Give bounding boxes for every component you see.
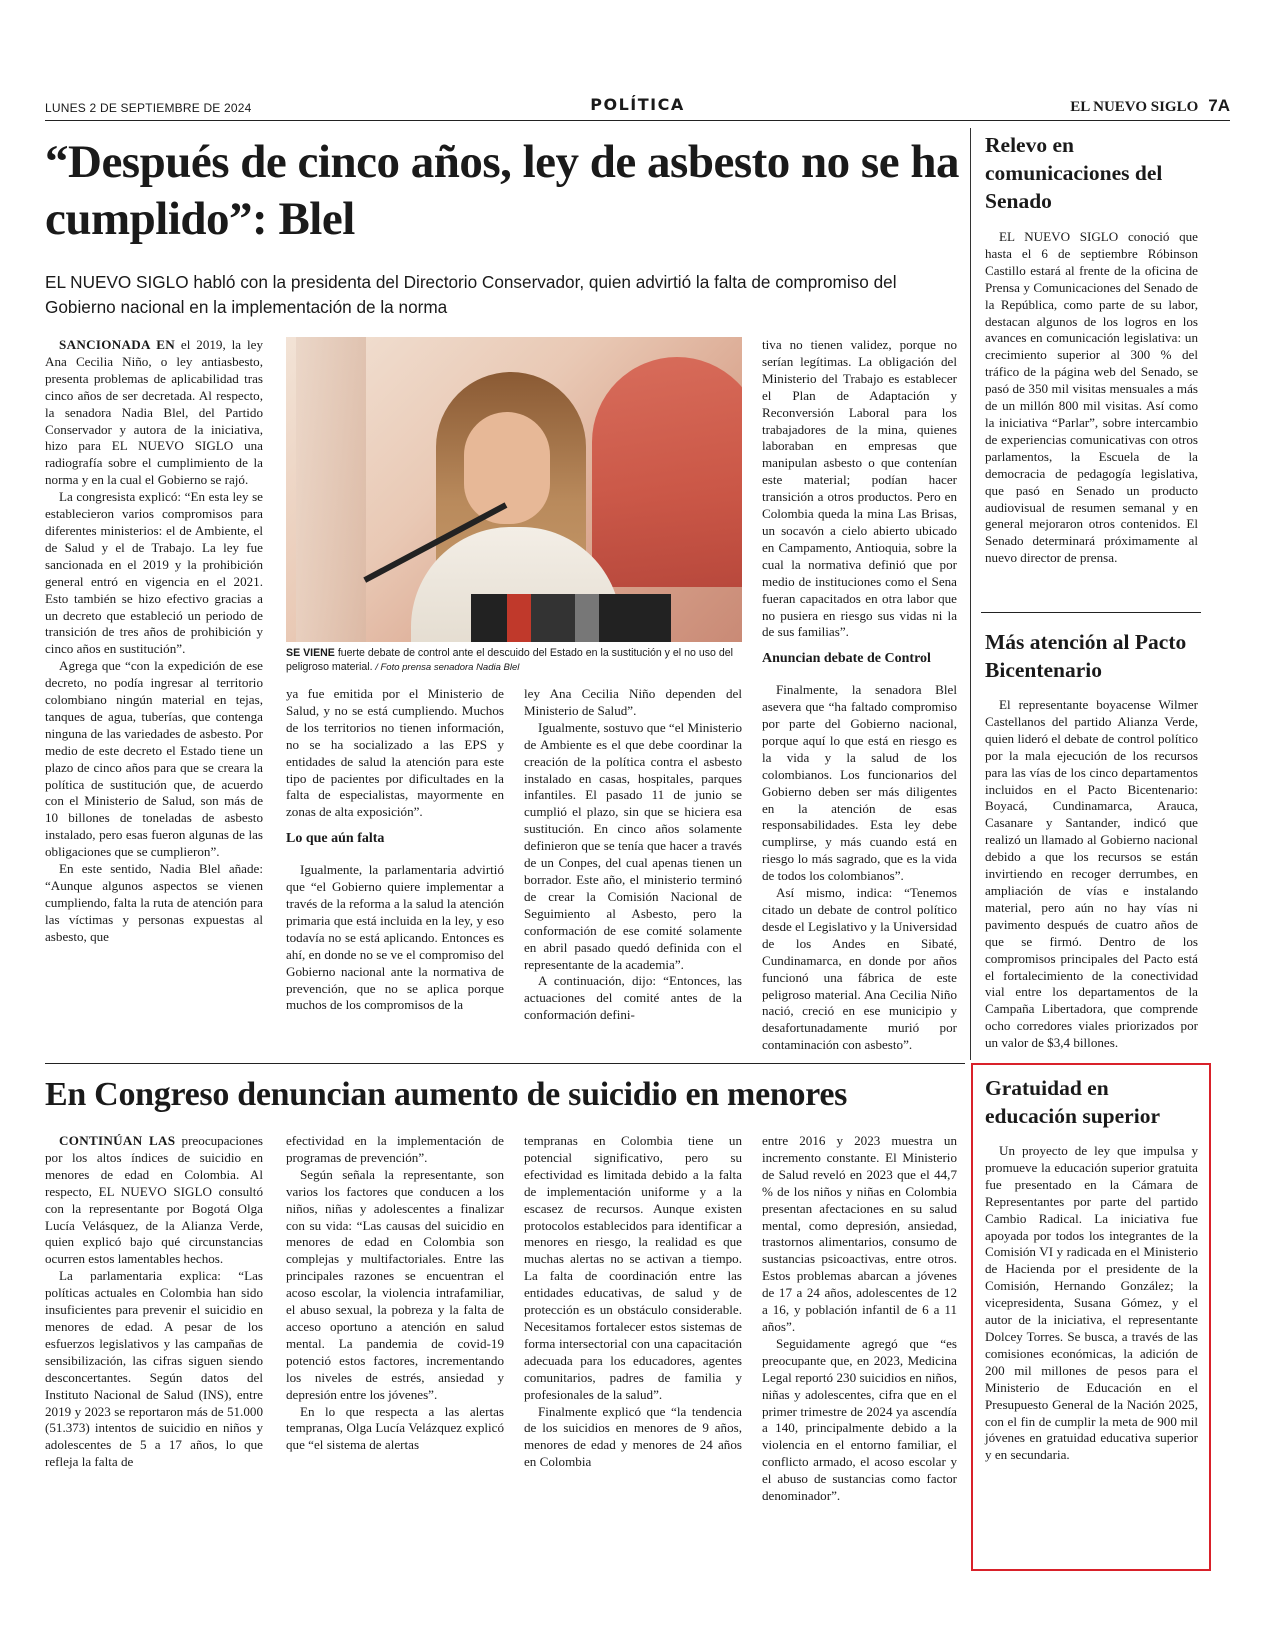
lead-caps: CONTINÚAN LAS: [59, 1133, 176, 1148]
paragraph: La congresista explicó: “En esta ley se establecieron varios compromisos para diferentes ministerios: el de Ambiente, el de Salud y el de Trabajo. La ley fue sancionada en el 2019 y la prohibición general entró en vigencia en el 2021. Esto también se hizo efectivo gracias a un decreto que estableció un periodo de transición de tres años de prohibición y cinco años en sustitución”.: [45, 489, 263, 657]
main-col-4: [762, 337, 957, 1054]
paragraph: Así mismo, indica: “Tenemos citado un debate de control político desde el Legislativo y la Universidad de los Andes en Sibaté, Cundinamarca, en donde por años funcionó una fábrica de este peligroso material. Ana Cecilia Niño nació, creció en ese municipio y desafortunadamente murió por contaminación con asbesto”.: [762, 885, 957, 1053]
issue-date: LUNES 2 DE SEPTIEMBRE DE 2024: [45, 101, 252, 115]
second-col-2: [286, 1133, 504, 1454]
sidebar-text-gratuidad: Un proyecto de ley que impulsa y promueve la educación superior gratuita fue presentado en la Cámara de Representantes por parte del partido Cambio Radical. La iniciativa fue apoyada por todos los integrantes de la Comisión VI y radicada en el Ministerio de Hacienda por el presidente de la Comisión, Hernando González; la vicepresidenta, Susana Gómez, y el autor de la iniciativa, el representante Dolcey Torres. Se busca, a través de las comisiones económicas, la adición de 200 mil millones de pesos para el Ministerio de Educación en el Presupuesto General de la Nación 2025, con el fin de cumplir la meta de 900 mil jóvenes en gratuidad educativa superior y en secundaria.: [985, 1143, 1198, 1463]
paragraph: tiva no tienen validez, porque no serían legítimas. La obligación del Ministerio del Trabajo es establecer el Plan de Adaptación y Reconversión Laboral para los trabajadores de la mina, quienes laboraban en empresas que manipulan asbesto o que contenían este material; podían hacer transición a otros productos. Pero en Colombia queda la mina Las Brisas, un socavón a cielo abierto ubicado en Campamento, Antioquia, sobre la cual la normativa definió que por medio de instituciones como el Sena fueran capacitados en otra labor que no pusiera en riesgo sus vidas ni la de sus familias”.: [762, 337, 957, 640]
second-lead-paragraph: CONTINÚAN LAS preocupaciones por los altos índices de suicidio en menores de edad en Colombia. Al respecto, EL NUEVO SIGLO consultó con la representante por Bogotá Olga Lucía Velásquez, de la Alianza Verde, quien explicó bajo qué circunstancias ocurren estos lamentables hechos.: [45, 1133, 263, 1267]
caption-text: fuerte debate de control ante el descuido del Estado en la sustitución y el no uso del peligroso material.: [286, 647, 733, 673]
sidebar-title-relevo: Relevo en comunicaciones del Senado: [985, 133, 1163, 213]
paper-name: EL NUEVO SIGLO: [1070, 99, 1199, 115]
paragraph: tempranas en Colombia tiene un potencial significativo, pero su efectividad es limitada debido a la falta de implementación uniforme y a la escasez de recursos. Aunque existen protocolos establecidos para identificar a menores en riesgo, la realidad es que muchas alertas no se activan a tiempo. La falta de coordinación entre las entidades educativas, de salud y de protección es un obstáculo considerable. Necesitamos fortalecer estos sistemas de forma intersectorial con una capacitación adecuada para los educadores, agentes comunitarios, padres de familia y profesionales de la salud”.: [524, 1133, 742, 1402]
article-photo: [286, 337, 742, 642]
subhead-debate-control: Anuncian debate de Control: [762, 651, 931, 667]
second-col-3: [524, 1133, 742, 1471]
paragraph: Igualmente, sostuvo que “el Ministerio de Ambiente es el que debe coordinar la creación de la política contra el asbesto instalado en casas, hospitales, parques infantiles. El pasado 11 de junio se cumplió el plazo, sin que se hiciera esa sustitución. En cinco años solamente definieron que se tenía que hacer a través de un Conpes, del cual apenas tienen un borrador. Este año, el ministerio terminó de crear la Comisión Nacional de Seguimiento al Asbesto, pero la conformación de ese comité solamente en abril pasado quedó definida con el representante de la academia”.: [524, 719, 743, 972]
paragraph: En lo que respecta a las alertas tempranas, Olga Lucía Velázquez explicó que “el sistema de alertas: [286, 1403, 504, 1453]
section-name: POLÍTICA: [590, 95, 685, 114]
paragraph: A continuación, dijo: “Entonces, las actuaciones del comité antes de la conformación defini-: [524, 973, 742, 1023]
sidebar-text-relevo: EL NUEVO SIGLO conoció que hasta el 6 de septiembre Róbinson Castillo estará al frente de la oficina de Prensa y Comunicaciones del Senado de la República, como parte de su labor, destacan algunos de los logros en los avances en comunicación legislativa: un crecimiento superior al 300 % del tráfico de la página web del Senado, se pasó de 350 mil visitas mensuales a más de un millón 800 mil visitas. Así como la iniciativa “Parlar”, sobre intercambio de experiencias comunicativas con otros parlamentos, la Escuela de la democracia de pedagogía legislativa, que pasó en Senado un producto audiovisual de resumen semanal y en general mejoraron otros contenidos. El Senado determinará próximamente al nuevo director de prensa.: [985, 229, 1198, 566]
paragraph: Agrega que “con la expedición de ese decreto, no podía ingresar al territorio colombiano ningún material en tejas, tanques de agua, tuberías, que contenga ninguna de las variedades de asbesto. Por medio de este decreto el Estado tiene un plazo de cinco años para que se creara la política de sustitución que, de acuerdo con el Ministerio de Salud, son más de 10 billones de toneladas de asbesto instalado, pero esas fueron algunas de las obligaciones que se cumplieron”.: [45, 658, 263, 860]
sidebar-text-pacto: El representante boyacense Wilmer Castellanos del partido Alianza Verde, quien lideró el debate de control político por la mala ejecución de los recursos para las vías de los cinco departamentos incluidos en el Pacto Bicentenario: Boyacá, Cundinamarca, Arauca, Casanare y Santander, indicó que realizó un llamado al Gobierno nacional debido a que los recursos se están invirtiendo en recoger derrumbes, en ampliación de vías e instalando material, pero aún no hay vías ni pavimento después de cuatro años de que se firmó. Dentro de los compromisos principales del Pacto está el fortalecimiento de la conectividad vial entre los departamentos de la Campaña Libertadora, que comprende ocho corredores viales priorizados por un valor de $3,4 billones.: [985, 697, 1198, 1051]
second-col-1: [45, 1133, 263, 1471]
photo-credit: / Foto prensa senadora Nadia Blel: [372, 662, 520, 673]
caption-label: SE VIENE: [286, 647, 335, 659]
lead-caps: SANCIONADA EN: [59, 337, 176, 352]
paragraph: Igualmente, la parlamentaria advirtió que “el Gobierno quiere implementar a través de la reforma a la salud la atención primaria que está incluida en la ley, y eso todavía no se está aplicando. Entonces es ahí, en donde no se ve el compromiso del Gobierno nacional ante la normativa de prevención, que no se aplica porque muchos de los compromisos de la: [286, 862, 504, 1013]
main-col-1: [45, 337, 263, 946]
article-divider: [45, 1063, 965, 1064]
page-number: 7A: [1208, 96, 1230, 115]
paragraph: ley Ana Cecilia Niño dependen del Ministerio de Salud”.: [524, 686, 742, 718]
paragraph: entre 2016 y 2023 muestra un incremento constante. El Ministerio de Salud reveló en 2023 que el 44,7 % de los niños y niñas en Colombia presentan afectaciones en su salud mental, como depresión, ansiedad, trastornos alimentarios, consumo de sustancias psicoactivas, entre otros. Estos problemas abarcan a jóvenes de 17 a 24 años, adolescentes de 12 a 16, y población infantil de 6 a 11 años”.: [762, 1133, 957, 1334]
paragraph: Seguidamente agregó que “es preocupante que, en 2023, Medicina Legal reportó 230 suicidios en niños, niñas y adolescentes, cifra que en el primer trimestre de 2024 ya ascendía a 140, principalmente debido a la violencia en el entorno familiar, el conflicto armado, el acoso escolar y el abuso de sustancias como factor denominador”.: [762, 1335, 957, 1504]
main-headline: “Después de cinco años, ley de asbesto no se ha cumplido”: Blel: [45, 136, 959, 245]
paragraph: ya fue emitida por el Ministerio de Salud, y no se está cumpliendo. Muchos de los territorios no tienen información, no se ha socializado a las EPS y entidades de salud la atención para este tipo de pacientes por dificultades en la falta de especialistas, mayormente en zonas de alta exposición”.: [286, 686, 504, 820]
second-col-4: [762, 1133, 957, 1505]
paragraph: Finalmente, la senadora Blel asevera que “ha faltado compromiso por parte del Gobierno nacional, porque aquí lo que está en riesgo es la vida y la salud de los colombianos. Los funcionarios del Gobierno deben ser más diligentes en la atención de esas responsabilidades. Esta ley debe cumplirse, y más cuando está en riesgo lo más sagrado, que es la vida de todos los colombianos”.: [762, 682, 957, 884]
main-subheadline: EL NUEVO SIGLO habló con la presidenta del Directorio Conservador, quien advirtió la falta de compromiso del Gobierno nacional en la implementación de la norma: [45, 272, 897, 317]
sidebar-divider: [981, 612, 1201, 613]
main-col-2: [286, 686, 504, 1014]
paragraph: La parlamentaria explica: “Las políticas actuales en Colombia han sido insuficientes para prevenir el suicidio en menores de edad. A pesar de los esfuerzos legislativos y las campañas de sensibilización, las cifras siguen siendo desconcertantes. Según datos del Instituto Nacional de Salud (INS), entre 2019 y 2023 se reportaron más de 51.000 (51.373) intentos de suicidio en niños y adolescentes de 5 a 17 años, lo que refleja la falta de: [45, 1268, 263, 1470]
paragraph: Según señala la representante, son varios los factores que conducen a los niños, niñas y adolescentes a finalizar con su vida: “Las causas del suicidio en menores de edad en Colombia son complejas y multifactoriales. Entre las principales razones se encuentran el acoso escolar, la violencia intrafamiliar, el abuso sexual, la pobreza y la falta de acceso oportuno a atención en salud mental. La pandemia de covid-19 potenció estos factores, incrementando los niveles de estrés, ansiedad y depresión entre los jóvenes”.: [286, 1166, 504, 1402]
sidebar-title-pacto: Más atención al Pacto Bicentenario: [985, 630, 1187, 682]
paragraph: Finalmente explicó que “la tendencia de los suicidios en menores de 9 años, menores de edad y menores de 24 años en Colombia: [524, 1403, 742, 1470]
masthead: [1070, 96, 1230, 116]
sidebar-divider: [970, 128, 971, 1060]
sidebar-title-gratuidad: Gratuidad en educación superior: [985, 1076, 1160, 1128]
subhead-lo-que-falta: Lo que aún falta: [286, 831, 385, 847]
main-col-3: [524, 686, 742, 1024]
photo-caption: [286, 646, 742, 675]
paragraph: efectividad en la implementación de programas de prevención”.: [286, 1133, 504, 1165]
second-headline: En Congreso denuncian aumento de suicidio en menores: [45, 1076, 848, 1113]
main-lead-paragraph: SANCIONADA EN el 2019, la ley Ana Cecilia Niño, o ley antiasbesto, presenta problemas de aplicabilidad tras cinco años de ser decretada. Al respecto, la senadora Nadia Blel, del Partido Conservador y autora de la iniciativa, hizo para EL NUEVO SIGLO una radiografía sobre el cumplimiento de la norma y en la cual el Gobierno se rajó.: [45, 337, 263, 488]
page-header: [45, 95, 1230, 121]
paragraph: En este sentido, Nadia Blel añade: “Aunque algunos aspectos se vienen cumpliendo, falta la ruta de atención para las víctimas y personas expuestas al asbesto, que: [45, 861, 263, 944]
